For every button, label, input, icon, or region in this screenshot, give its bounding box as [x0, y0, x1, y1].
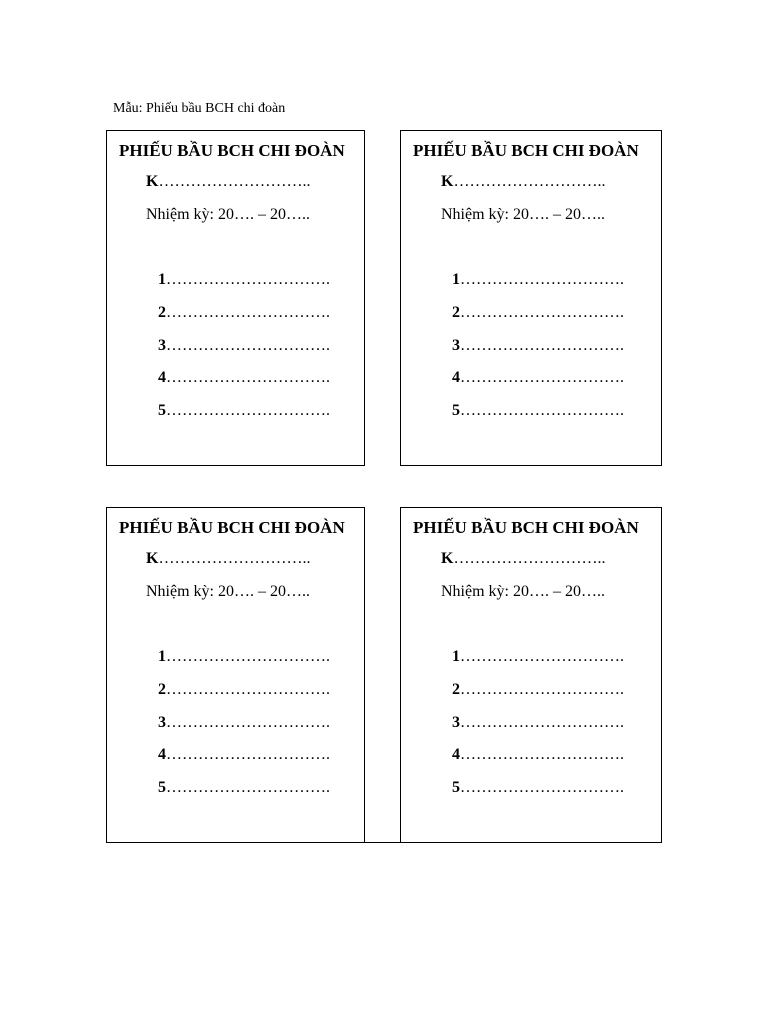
ballot-title: PHIẾU BẦU BCH CHI ĐOÀN: [413, 141, 639, 160]
k-label: K: [146, 173, 159, 190]
candidate-list: [452, 648, 624, 812]
candidate-number: 4: [452, 746, 460, 764]
chi-doan-line: [146, 550, 310, 568]
chi-doan-line: [441, 550, 605, 568]
document-caption: Mẫu: Phiếu bầu BCH chi đoàn: [113, 101, 286, 116]
k-label: K: [146, 550, 159, 567]
candidate-dots: ………………………….: [166, 303, 330, 321]
ballot-card: [106, 130, 365, 466]
chi-doan-line: [146, 173, 310, 191]
candidate-number: 3: [158, 713, 166, 731]
ballot-title: PHIẾU BẦU BCH CHI ĐOÀN: [119, 518, 345, 537]
k-label: K: [441, 550, 454, 567]
candidate-line: [452, 337, 624, 370]
candidate-number: 3: [452, 713, 460, 731]
candidate-line: [452, 369, 624, 402]
candidate-number: 3: [452, 336, 460, 354]
k-dots: ………………………..: [158, 550, 311, 567]
candidate-line: [158, 402, 330, 435]
candidate-dots: ………………………….: [460, 680, 624, 698]
candidate-line: [158, 746, 330, 779]
term-line: Nhiệm kỳ: 20…. – 20…..: [441, 206, 605, 223]
candidate-number: 5: [158, 779, 166, 797]
k-dots: ………………………..: [453, 173, 606, 190]
candidate-dots: ………………………….: [460, 369, 624, 387]
ballot-card: [106, 507, 365, 843]
k-label: K: [441, 173, 454, 190]
candidate-dots: ………………………….: [166, 680, 330, 698]
candidate-line: [158, 369, 330, 402]
candidate-dots: ………………………….: [460, 648, 624, 665]
candidate-number: 2: [452, 680, 460, 698]
candidate-line: [158, 648, 330, 681]
candidate-number: 2: [158, 303, 166, 321]
term-line: Nhiệm kỳ: 20…. – 20…..: [441, 583, 605, 600]
candidate-line: [452, 304, 624, 337]
candidate-line: [158, 714, 330, 747]
candidate-number: 2: [452, 303, 460, 321]
table-bottom-border: [364, 842, 401, 843]
ballot-card: [400, 130, 662, 466]
candidate-number: 4: [158, 746, 166, 764]
term-line: Nhiệm kỳ: 20…. – 20…..: [146, 206, 310, 223]
candidate-dots: ………………………….: [460, 779, 624, 797]
candidate-number: 1: [158, 271, 166, 288]
candidate-number: 1: [452, 648, 460, 665]
k-dots: ………………………..: [158, 173, 311, 190]
candidate-dots: ………………………….: [166, 746, 330, 764]
candidate-number: 5: [452, 779, 460, 797]
candidate-line: [452, 681, 624, 714]
candidate-line: [158, 304, 330, 337]
candidate-dots: ………………………….: [166, 648, 330, 665]
candidate-number: 5: [158, 402, 166, 420]
candidate-number: 1: [452, 271, 460, 288]
candidate-number: 4: [452, 369, 460, 387]
candidate-dots: ………………………….: [460, 746, 624, 764]
candidate-number: 3: [158, 336, 166, 354]
chi-doan-line: [441, 173, 605, 191]
candidate-line: [452, 648, 624, 681]
candidate-dots: ………………………….: [460, 303, 624, 321]
candidate-dots: ………………………….: [460, 271, 624, 288]
candidate-number: 5: [452, 402, 460, 420]
candidate-list: [452, 271, 624, 435]
candidate-dots: ………………………….: [166, 336, 330, 354]
candidate-number: 2: [158, 680, 166, 698]
candidate-line: [452, 779, 624, 812]
candidate-dots: ………………………….: [166, 271, 330, 288]
candidate-line: [158, 271, 330, 304]
candidate-line: [158, 779, 330, 812]
ballot-card: [400, 507, 662, 843]
candidate-line: [452, 402, 624, 435]
candidate-list: [158, 648, 330, 812]
candidate-dots: ………………………….: [166, 402, 330, 420]
candidate-dots: ………………………….: [460, 402, 624, 420]
ballot-title: PHIẾU BẦU BCH CHI ĐOÀN: [413, 518, 639, 537]
candidate-line: [452, 271, 624, 304]
candidate-line: [158, 681, 330, 714]
candidate-dots: ………………………….: [166, 779, 330, 797]
candidate-dots: ………………………….: [166, 713, 330, 731]
candidate-list: [158, 271, 330, 435]
k-dots: ………………………..: [453, 550, 606, 567]
candidate-line: [452, 746, 624, 779]
candidate-number: 1: [158, 648, 166, 665]
ballot-title: PHIẾU BẦU BCH CHI ĐOÀN: [119, 141, 345, 160]
candidate-dots: ………………………….: [460, 713, 624, 731]
candidate-number: 4: [158, 369, 166, 387]
candidate-dots: ………………………….: [166, 369, 330, 387]
candidate-line: [452, 714, 624, 747]
candidate-line: [158, 337, 330, 370]
term-line: Nhiệm kỳ: 20…. – 20…..: [146, 583, 310, 600]
candidate-dots: ………………………….: [460, 336, 624, 354]
